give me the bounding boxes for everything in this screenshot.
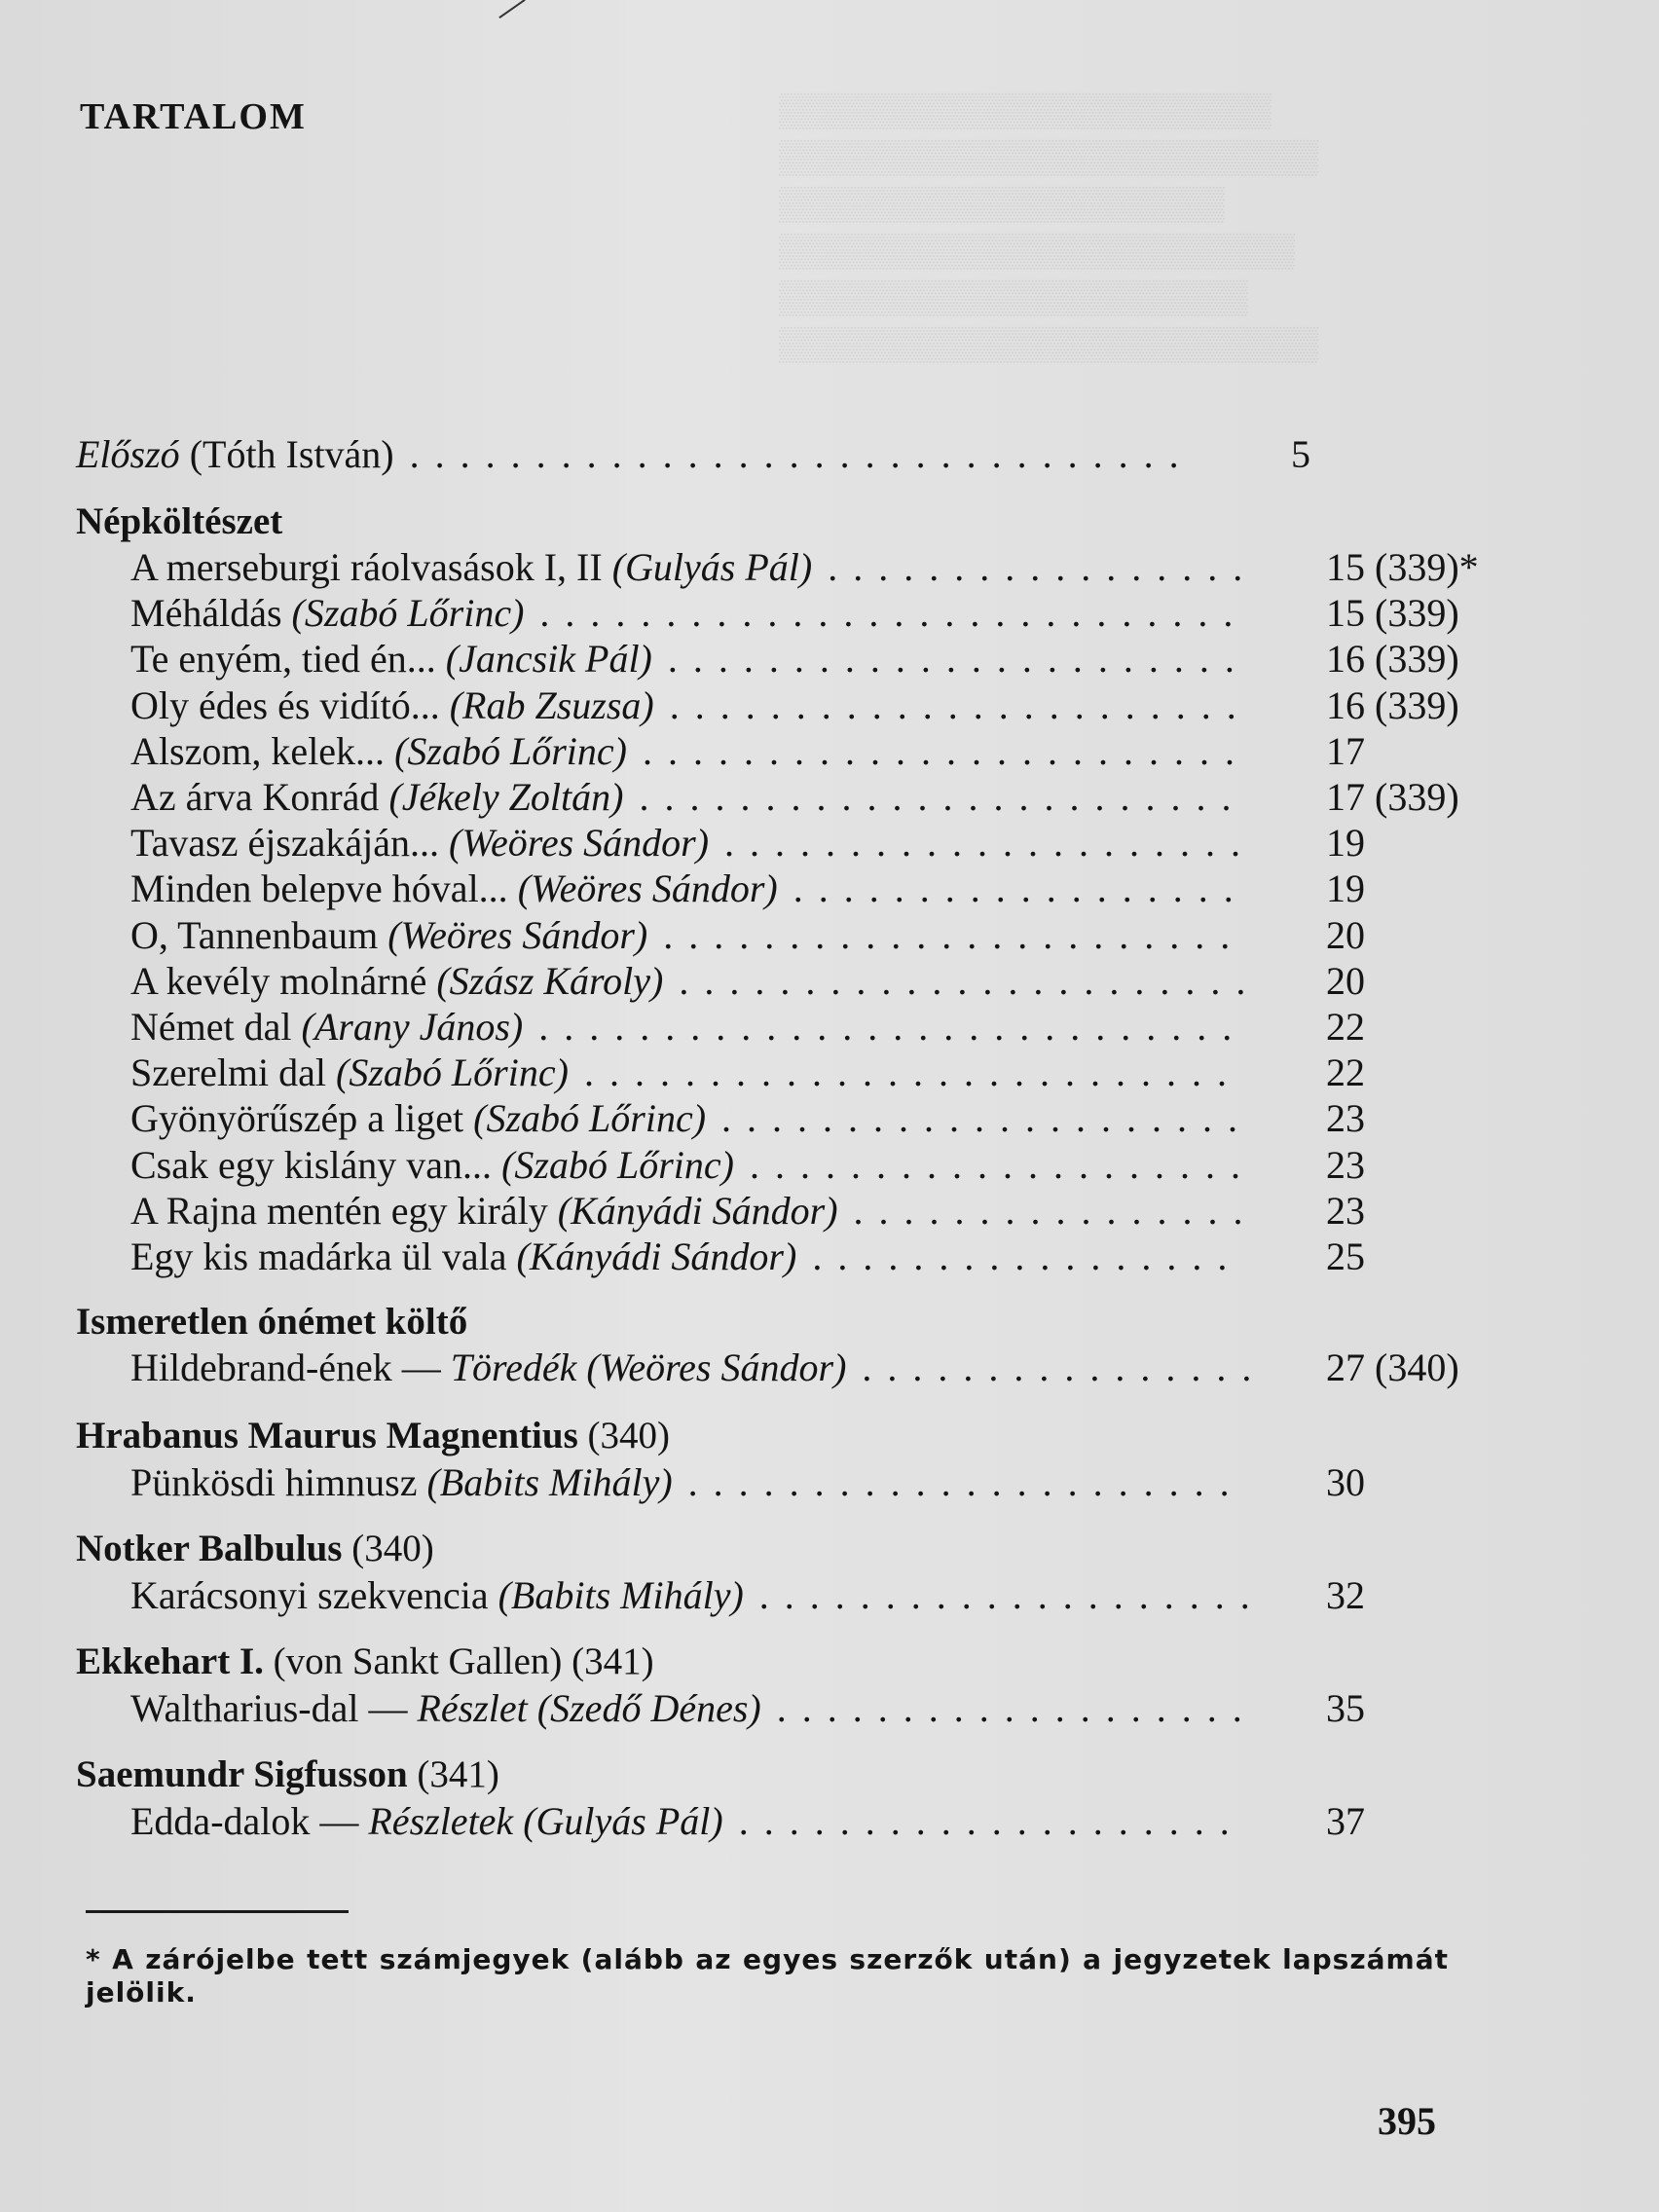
entry-title: A merseburgi ráolvasások I, II (Gulyás Pál) (130, 545, 813, 589)
footnote: * A zárójelbe tett számjegyek (alább az egyes szerzők után) a jegyzetek lapszámát jelölik. (86, 1943, 1449, 2009)
pencil-mark (498, 0, 525, 18)
leader-dots: ...................... (687, 1460, 1245, 1504)
entry-title: Alszom, kelek... (Szabó Lőrinc) (130, 729, 627, 773)
toc-entry (130, 1189, 1455, 1234)
entry-page: 25 (1326, 1235, 1365, 1278)
leader-dots: .................... (749, 1143, 1256, 1187)
section-heading: Notker Balbulus (340) (76, 1528, 434, 1569)
entry-title: Német dal (Arany János) (130, 1005, 524, 1049)
entry-page: 16 (1326, 637, 1365, 681)
toc-entry (130, 1096, 1455, 1141)
leader-dots: ................. (812, 1235, 1243, 1278)
entry-page: 15 (1326, 591, 1365, 635)
entry-title: A kevély molnárné (Szász Károly) (130, 959, 664, 1003)
entry-title: Egy kis madárka ül vala (Kányádi Sándor) (130, 1235, 797, 1278)
toc-entry (130, 821, 1455, 866)
footnote-rule (86, 1910, 349, 1913)
leader-dots: ....................... (669, 683, 1252, 727)
entry-note: (339) (1375, 775, 1459, 819)
entry-page: 15 (1326, 545, 1365, 589)
leader-dots: .................... (738, 1799, 1245, 1843)
toc-entry (130, 637, 1459, 682)
toc-entry (76, 432, 1400, 477)
leader-dots: ....................... (679, 959, 1262, 1003)
toc-entry (130, 959, 1455, 1004)
entry-page: 17 (1326, 729, 1365, 773)
toc-entry (130, 545, 1479, 590)
entry-page: 30 (1326, 1460, 1365, 1504)
entry-title: Csak egy kislány van... (Szabó Lőrinc) (130, 1143, 734, 1187)
entry-title: Oly édes és vidító... (Rab Zsuzsa) (130, 683, 654, 727)
entry-title: Waltharius-dal — Részlet (Szedő Dénes) (130, 1686, 761, 1730)
section-heading: Ismeretlen ónémet költő (76, 1301, 468, 1343)
toc-entry (130, 729, 1455, 774)
entry-page: 19 (1326, 821, 1365, 865)
entry-title: Szerelmi dal (Szabó Lőrinc) (130, 1051, 569, 1094)
page-number: 395 (1378, 2099, 1436, 2143)
entry-note: (340) (1375, 1346, 1459, 1389)
entry-title: Hildebrand-ének — Töredék (Weöres Sándor) (130, 1346, 847, 1389)
leader-dots: ..................... (724, 821, 1257, 865)
bleed-through-text: ▒▒▒▒▒▒▒▒▒▒▒▒▒▒▒▒▒▒▒▒▒ ▒▒▒▒▒▒▒▒▒▒▒▒▒▒▒▒▒▒▒▒▒▒▒ ▒▒▒▒▒▒▒▒▒▒▒▒▒▒▒▒▒▒▒ ▒▒▒▒▒▒▒▒▒▒▒▒▒▒▒▒▒▒▒▒▒▒ ▒▒▒▒▒▒▒▒▒▒▒▒▒▒▒▒▒▒▒▒ ▒▒▒▒▒▒▒▒▒▒▒▒▒▒▒▒▒▒▒▒▒▒▒ (779, 92, 1319, 362)
leader-dots: ............................ (539, 591, 1249, 635)
leader-dots: .................... (758, 1573, 1266, 1617)
entry-title: Edda-dalok — Részletek (Gulyás Pál) (130, 1799, 723, 1843)
entry-title: Minden belepve hóval... (Weöres Sándor) (130, 866, 778, 910)
entry-title: Tavasz éjszakáján... (Weöres Sándor) (130, 821, 710, 865)
leader-dots: ................ (853, 1189, 1259, 1233)
leader-dots: .................. (793, 866, 1249, 910)
entry-title: Te enyém, tied én... (Jancsik Pál) (130, 637, 652, 681)
section-heading: Népköltészet (76, 500, 283, 542)
entry-page: 32 (1326, 1573, 1365, 1617)
entry-title: Méháldás (Szabó Lőrinc) (130, 591, 525, 635)
entry-page: 35 (1326, 1686, 1365, 1730)
entry-page: 22 (1326, 1051, 1365, 1094)
entry-title: Gyönyörűszép a liget (Szabó Lőrinc) (130, 1096, 707, 1140)
entry-page: 23 (1326, 1143, 1365, 1187)
toc-entry (130, 1573, 1455, 1618)
leader-dots: ................... (776, 1686, 1258, 1730)
leader-dots: ................. (828, 545, 1259, 589)
leader-dots: ..................... (721, 1096, 1254, 1140)
toc-entry (130, 1235, 1455, 1279)
page-title: TARTALOM (80, 96, 307, 137)
toc-entry (130, 775, 1459, 820)
toc-entry (130, 1460, 1455, 1505)
entry-title: Karácsonyi szekvencia (Babits Mihály) (130, 1573, 744, 1617)
entry-note: (339) (1375, 637, 1459, 681)
toc-entry (130, 1799, 1455, 1844)
entry-page: 22 (1326, 1005, 1365, 1049)
leader-dots: ............................ (538, 1005, 1248, 1049)
toc-entry (130, 866, 1455, 911)
toc-entry (130, 1051, 1455, 1095)
entry-page: 37 (1326, 1799, 1365, 1843)
entry-note: (339) (1375, 591, 1459, 635)
entry-page: 19 (1326, 866, 1365, 910)
toc-entry (130, 591, 1459, 636)
section-heading: Ekkehart I. (von Sankt Gallen) (341) (76, 1641, 654, 1682)
toc-entry (130, 1686, 1455, 1731)
toc-entry (130, 1346, 1459, 1390)
entry-title: A Rajna mentén egy király (Kányádi Sándor) (130, 1189, 838, 1233)
entry-title: Az árva Konrád (Jékely Zoltán) (130, 775, 624, 819)
leader-dots: ........................ (642, 729, 1250, 773)
entry-note: (339)* (1375, 545, 1479, 589)
entry-title: Előszó (Tóth István) (76, 432, 394, 476)
entry-page: 17 (1326, 775, 1365, 819)
leader-dots: ....................... (667, 637, 1250, 681)
leader-dots: ........................ (639, 775, 1247, 819)
toc-entry (130, 683, 1459, 728)
entry-page: 20 (1326, 959, 1365, 1003)
toc-entry (130, 1143, 1455, 1188)
toc-entry (130, 913, 1455, 958)
entry-page: 20 (1326, 913, 1365, 957)
entry-note: (339) (1375, 683, 1459, 727)
section-heading: Saemundr Sigfusson (341) (76, 1753, 499, 1795)
leader-dots: ............................... (409, 432, 1195, 476)
entry-title: O, Tannenbaum (Weöres Sándor) (130, 913, 648, 957)
entry-page: 16 (1326, 683, 1365, 727)
entry-page: 23 (1326, 1096, 1365, 1140)
entry-page: 27 (1326, 1346, 1365, 1389)
leader-dots: ................ (862, 1346, 1268, 1389)
section-heading: Hrabanus Maurus Magnentius (340) (76, 1415, 670, 1456)
leader-dots: ....................... (663, 913, 1246, 957)
entry-page: 23 (1326, 1189, 1365, 1233)
toc-entry (130, 1005, 1455, 1050)
entry-page: 5 (1291, 432, 1310, 476)
leader-dots: .......................... (583, 1051, 1242, 1094)
entry-title: Pünkösdi himnusz (Babits Mihály) (130, 1460, 673, 1504)
